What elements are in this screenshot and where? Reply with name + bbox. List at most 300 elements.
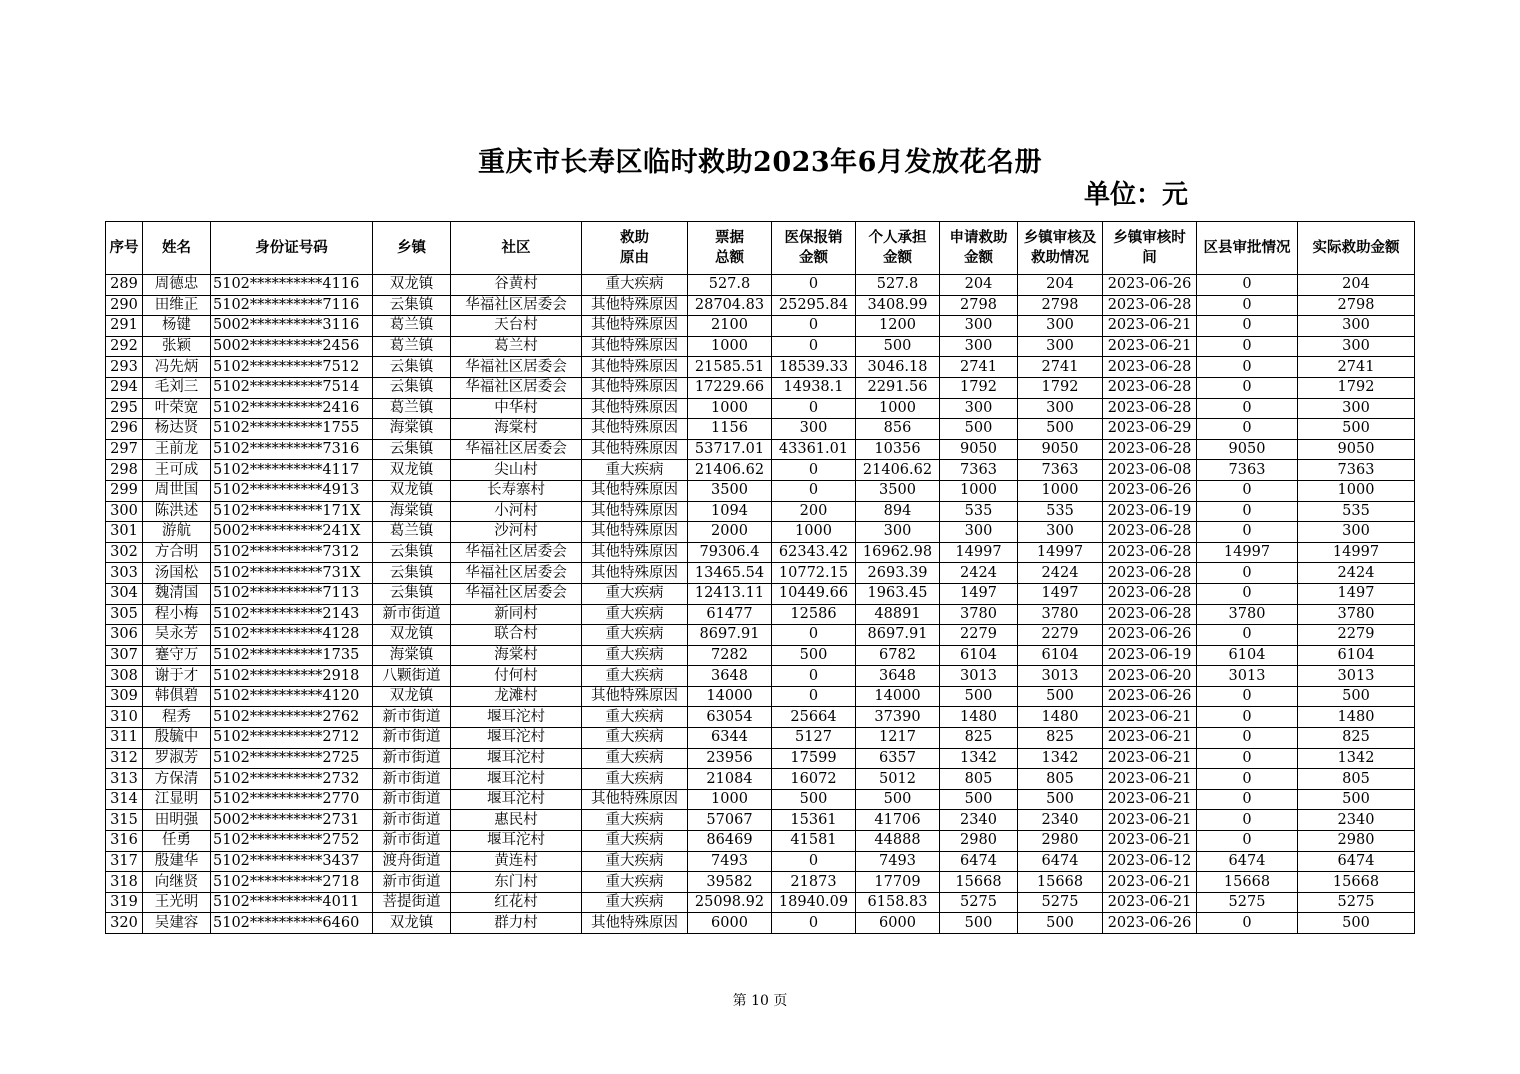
cell-name: 谢于才 [143,666,211,687]
cell-name: 王前龙 [143,439,211,460]
cell-id-number: 5102**********7512 [211,357,373,378]
cell-apply-amount: 204 [940,275,1018,296]
cell-review-date: 2023-06-26 [1103,625,1197,646]
cell-actual-amount: 2980 [1298,831,1415,852]
cell-apply-amount: 7363 [940,460,1018,481]
cell-personal-amount: 21406.62 [856,460,940,481]
cell-personal-amount: 3408.99 [856,295,940,316]
cell-reason: 其他特殊原因 [582,480,688,501]
cell-community: 华福社区居委会 [451,583,582,604]
cell-community: 龙滩村 [451,686,582,707]
cell-name: 方合明 [143,542,211,563]
cell-seq: 307 [106,645,143,666]
cell-personal-amount: 5012 [856,769,940,790]
cell-personal-amount: 6000 [856,913,940,934]
cell-actual-amount: 2424 [1298,563,1415,584]
table-row [106,398,1415,419]
table-row [106,357,1415,378]
cell-community: 惠民村 [451,810,582,831]
cell-actual-amount: 500 [1298,419,1415,440]
cell-bill-total: 1156 [688,419,772,440]
cell-actual-amount: 500 [1298,913,1415,934]
cell-county-approval: 0 [1197,377,1298,398]
cell-review-date: 2023-06-12 [1103,851,1197,872]
table-row [106,439,1415,460]
cell-id-number: 5102**********2752 [211,831,373,852]
cell-reason: 其他特殊原因 [582,501,688,522]
cell-seq: 319 [106,892,143,913]
cell-bill-total: 3500 [688,480,772,501]
cell-review-amount: 500 [1018,913,1103,934]
header-actual: 实际救助金额 [1298,222,1415,275]
cell-seq: 305 [106,604,143,625]
cell-review-amount: 1480 [1018,707,1103,728]
cell-insurance-amount: 12586 [772,604,856,625]
cell-review-amount: 300 [1018,336,1103,357]
cell-bill-total: 53717.01 [688,439,772,460]
cell-county-approval: 0 [1197,316,1298,337]
cell-id-number: 5102**********7312 [211,542,373,563]
cell-review-date: 2023-06-26 [1103,686,1197,707]
cell-review-date: 2023-06-28 [1103,604,1197,625]
cell-review-amount: 6104 [1018,645,1103,666]
cell-reason: 其他特殊原因 [582,295,688,316]
cell-id-number: 5102**********4128 [211,625,373,646]
cell-bill-total: 57067 [688,810,772,831]
cell-review-amount: 1000 [1018,480,1103,501]
cell-reason: 重大疾病 [582,831,688,852]
cell-personal-amount: 6782 [856,645,940,666]
cell-county-approval: 14997 [1197,542,1298,563]
cell-personal-amount: 2291.56 [856,377,940,398]
cell-review-date: 2023-06-28 [1103,295,1197,316]
cell-id-number: 5102**********1755 [211,419,373,440]
cell-reason: 重大疾病 [582,872,688,893]
cell-town: 双龙镇 [373,913,451,934]
cell-personal-amount: 8697.91 [856,625,940,646]
cell-review-date: 2023-06-28 [1103,542,1197,563]
cell-id-number: 5102**********2732 [211,769,373,790]
cell-apply-amount: 3013 [940,666,1018,687]
cell-apply-amount: 1000 [940,480,1018,501]
cell-seq: 299 [106,480,143,501]
cell-town: 新市街道 [373,789,451,810]
cell-reason: 重大疾病 [582,748,688,769]
cell-community: 堰耳沱村 [451,831,582,852]
cell-apply-amount: 300 [940,398,1018,419]
cell-county-approval: 9050 [1197,439,1298,460]
cell-actual-amount: 15668 [1298,872,1415,893]
cell-community: 天台村 [451,316,582,337]
cell-id-number: 5102**********4913 [211,480,373,501]
cell-name: 张颖 [143,336,211,357]
header-review [1018,222,1103,275]
cell-personal-amount: 527.8 [856,275,940,296]
cell-actual-amount: 2340 [1298,810,1415,831]
cell-review-amount: 204 [1018,275,1103,296]
cell-apply-amount: 535 [940,501,1018,522]
cell-apply-amount: 500 [940,789,1018,810]
cell-id-number: 5002**********241X [211,522,373,543]
cell-town: 新市街道 [373,769,451,790]
cell-review-date: 2023-06-28 [1103,377,1197,398]
cell-seq: 316 [106,831,143,852]
cell-id-number: 5102**********7116 [211,295,373,316]
cell-seq: 320 [106,913,143,934]
header-insurance [772,222,856,275]
cell-county-approval: 7363 [1197,460,1298,481]
cell-id-number: 5002**********3116 [211,316,373,337]
cell-county-approval: 6474 [1197,851,1298,872]
cell-community: 尖山村 [451,460,582,481]
cell-insurance-amount: 0 [772,666,856,687]
cell-town: 云集镇 [373,439,451,460]
cell-review-amount: 825 [1018,728,1103,749]
cell-reason: 重大疾病 [582,645,688,666]
header-review-date-line1: 乡镇审核时 [1113,230,1186,246]
header-bill-total [688,222,772,275]
table-row [106,336,1415,357]
cell-reason: 其他特殊原因 [582,913,688,934]
cell-name: 田维正 [143,295,211,316]
cell-id-number: 5102**********4116 [211,275,373,296]
cell-seq: 304 [106,583,143,604]
cell-name: 游航 [143,522,211,543]
cell-town: 葛兰镇 [373,316,451,337]
header-apply [940,222,1018,275]
cell-insurance-amount: 10449.66 [772,583,856,604]
cell-bill-total: 1000 [688,336,772,357]
cell-actual-amount: 300 [1298,522,1415,543]
cell-review-amount: 3013 [1018,666,1103,687]
header-review-line2: 救助情况 [1031,250,1089,266]
cell-county-approval: 3013 [1197,666,1298,687]
cell-actual-amount: 1000 [1298,480,1415,501]
cell-seq: 290 [106,295,143,316]
cell-county-approval: 0 [1197,686,1298,707]
cell-review-date: 2023-06-21 [1103,707,1197,728]
cell-insurance-amount: 15361 [772,810,856,831]
cell-review-amount: 500 [1018,789,1103,810]
cell-bill-total: 8697.91 [688,625,772,646]
cell-id-number: 5102**********2918 [211,666,373,687]
cell-review-amount: 9050 [1018,439,1103,460]
cell-county-approval: 0 [1197,480,1298,501]
cell-seq: 318 [106,872,143,893]
cell-bill-total: 7493 [688,851,772,872]
header-seq: 序号 [106,222,143,275]
cell-actual-amount: 1792 [1298,377,1415,398]
cell-name: 田明强 [143,810,211,831]
cell-county-approval: 0 [1197,522,1298,543]
cell-id-number: 5102**********3437 [211,851,373,872]
cell-personal-amount: 2693.39 [856,563,940,584]
table-row [106,769,1415,790]
cell-name: 殷建华 [143,851,211,872]
cell-insurance-amount: 25295.84 [772,295,856,316]
cell-actual-amount: 300 [1298,316,1415,337]
cell-bill-total: 6000 [688,913,772,934]
cell-name: 罗淑芳 [143,748,211,769]
cell-personal-amount: 37390 [856,707,940,728]
cell-reason: 其他特殊原因 [582,686,688,707]
cell-personal-amount: 6357 [856,748,940,769]
header-county: 区县审批情况 [1197,222,1298,275]
table-row [106,686,1415,707]
cell-personal-amount: 7493 [856,851,940,872]
cell-bill-total: 17229.66 [688,377,772,398]
cell-id-number: 5002**********2456 [211,336,373,357]
cell-id-number: 5102**********7113 [211,583,373,604]
cell-seq: 295 [106,398,143,419]
table-row [106,377,1415,398]
table-row [106,851,1415,872]
cell-county-approval: 0 [1197,295,1298,316]
cell-county-approval: 3780 [1197,604,1298,625]
cell-town: 云集镇 [373,542,451,563]
cell-insurance-amount: 43361.01 [772,439,856,460]
table-row [106,831,1415,852]
cell-id-number: 5102**********4120 [211,686,373,707]
cell-apply-amount: 2279 [940,625,1018,646]
cell-apply-amount: 300 [940,336,1018,357]
cell-reason: 其他特殊原因 [582,439,688,460]
cell-county-approval: 0 [1197,728,1298,749]
cell-community: 长寿寨村 [451,480,582,501]
cell-name: 冯先炳 [143,357,211,378]
cell-seq: 306 [106,625,143,646]
cell-actual-amount: 3780 [1298,604,1415,625]
cell-review-date: 2023-06-28 [1103,439,1197,460]
cell-apply-amount: 825 [940,728,1018,749]
table-row [106,419,1415,440]
table-row [106,810,1415,831]
header-apply-line2: 金额 [964,250,993,266]
cell-seq: 303 [106,563,143,584]
cell-seq: 311 [106,728,143,749]
cell-community: 华福社区居委会 [451,542,582,563]
cell-actual-amount: 300 [1298,336,1415,357]
cell-review-date: 2023-06-21 [1103,769,1197,790]
cell-reason: 重大疾病 [582,810,688,831]
cell-community: 中华村 [451,398,582,419]
cell-town: 新市街道 [373,604,451,625]
cell-community: 谷黄村 [451,275,582,296]
cell-apply-amount: 2340 [940,810,1018,831]
cell-actual-amount: 2279 [1298,625,1415,646]
cell-review-date: 2023-06-26 [1103,913,1197,934]
cell-community: 葛兰村 [451,336,582,357]
cell-review-amount: 15668 [1018,872,1103,893]
cell-id-number: 5102**********2416 [211,398,373,419]
cell-review-amount: 1497 [1018,583,1103,604]
cell-bill-total: 61477 [688,604,772,625]
cell-actual-amount: 3013 [1298,666,1415,687]
cell-insurance-amount: 1000 [772,522,856,543]
cell-bill-total: 13465.54 [688,563,772,584]
cell-county-approval: 5275 [1197,892,1298,913]
cell-community: 沙河村 [451,522,582,543]
cell-insurance-amount: 17599 [772,748,856,769]
header-insurance-line1: 医保报销 [784,230,843,246]
header-bill-line2: 总额 [715,250,744,266]
cell-reason: 重大疾病 [582,728,688,749]
cell-community: 堰耳沱村 [451,769,582,790]
cell-community: 华福社区居委会 [451,357,582,378]
cell-seq: 296 [106,419,143,440]
cell-reason: 其他特殊原因 [582,789,688,810]
cell-review-amount: 805 [1018,769,1103,790]
cell-county-approval: 6104 [1197,645,1298,666]
cell-reason: 重大疾病 [582,892,688,913]
table-row [106,460,1415,481]
cell-community: 群力村 [451,913,582,934]
header-bill-line1: 票据 [715,230,744,246]
cell-community: 华福社区居委会 [451,439,582,460]
cell-community: 堰耳沱村 [451,789,582,810]
cell-personal-amount: 300 [856,522,940,543]
cell-bill-total: 6344 [688,728,772,749]
cell-name: 王光明 [143,892,211,913]
cell-community: 新同村 [451,604,582,625]
cell-apply-amount: 3780 [940,604,1018,625]
cell-community: 红花村 [451,892,582,913]
cell-apply-amount: 300 [940,522,1018,543]
cell-review-amount: 1342 [1018,748,1103,769]
cell-actual-amount: 1497 [1298,583,1415,604]
table-row [106,728,1415,749]
cell-review-amount: 2279 [1018,625,1103,646]
cell-county-approval: 15668 [1197,872,1298,893]
cell-name: 吴建容 [143,913,211,934]
cell-personal-amount: 3648 [856,666,940,687]
cell-id-number: 5102**********6460 [211,913,373,934]
header-personal [856,222,940,275]
cell-id-number: 5102**********731X [211,563,373,584]
cell-apply-amount: 6104 [940,645,1018,666]
cell-town: 新市街道 [373,728,451,749]
cell-id-number: 5102**********2762 [211,707,373,728]
cell-id-number: 5102**********2725 [211,748,373,769]
cell-review-amount: 1792 [1018,377,1103,398]
cell-seq: 308 [106,666,143,687]
cell-apply-amount: 1342 [940,748,1018,769]
cell-review-amount: 14997 [1018,542,1103,563]
cell-town: 菩提街道 [373,892,451,913]
cell-town: 云集镇 [373,583,451,604]
cell-community: 堰耳沱村 [451,748,582,769]
cell-bill-total: 63054 [688,707,772,728]
cell-name: 方保清 [143,769,211,790]
cell-insurance-amount: 500 [772,789,856,810]
cell-seq: 302 [106,542,143,563]
header-reason-line2: 原由 [620,250,649,266]
cell-id-number: 5102**********7316 [211,439,373,460]
header-personal-line2: 金额 [883,250,912,266]
cell-apply-amount: 9050 [940,439,1018,460]
cell-review-date: 2023-06-28 [1103,398,1197,419]
cell-review-date: 2023-06-21 [1103,748,1197,769]
cell-county-approval: 0 [1197,769,1298,790]
cell-reason: 重大疾病 [582,625,688,646]
cell-county-approval: 0 [1197,583,1298,604]
cell-bill-total: 28704.83 [688,295,772,316]
cell-seq: 310 [106,707,143,728]
cell-insurance-amount: 300 [772,419,856,440]
cell-review-date: 2023-06-28 [1103,357,1197,378]
cell-reason: 重大疾病 [582,769,688,790]
cell-seq: 294 [106,377,143,398]
cell-seq: 292 [106,336,143,357]
cell-bill-total: 527.8 [688,275,772,296]
table-row [106,872,1415,893]
header-name: 姓名 [143,222,211,275]
table-row [106,666,1415,687]
table-row [106,789,1415,810]
cell-review-amount: 500 [1018,419,1103,440]
cell-seq: 309 [106,686,143,707]
cell-insurance-amount: 18539.33 [772,357,856,378]
cell-review-date: 2023-06-21 [1103,316,1197,337]
cell-seq: 313 [106,769,143,790]
cell-insurance-amount: 10772.15 [772,563,856,584]
table-row [106,604,1415,625]
cell-reason: 其他特殊原因 [582,398,688,419]
cell-personal-amount: 500 [856,336,940,357]
cell-county-approval: 0 [1197,419,1298,440]
cell-reason: 重大疾病 [582,604,688,625]
cell-id-number: 5002**********2731 [211,810,373,831]
cell-town: 云集镇 [373,563,451,584]
cell-seq: 291 [106,316,143,337]
table-row [106,480,1415,501]
cell-insurance-amount: 200 [772,501,856,522]
cell-reason: 其他特殊原因 [582,542,688,563]
cell-review-date: 2023-06-28 [1103,583,1197,604]
cell-name: 毛刘三 [143,377,211,398]
header-town: 乡镇 [373,222,451,275]
cell-name: 韩俱碧 [143,686,211,707]
cell-community: 黄连村 [451,851,582,872]
cell-apply-amount: 805 [940,769,1018,790]
cell-apply-amount: 2980 [940,831,1018,852]
cell-town: 云集镇 [373,357,451,378]
cell-apply-amount: 14997 [940,542,1018,563]
cell-insurance-amount: 0 [772,851,856,872]
relief-roster-table [105,221,1415,934]
cell-insurance-amount: 500 [772,645,856,666]
cell-personal-amount: 1000 [856,398,940,419]
header-insurance-line2: 金额 [799,250,828,266]
cell-community: 华福社区居委会 [451,295,582,316]
cell-review-amount: 300 [1018,522,1103,543]
cell-insurance-amount: 0 [772,460,856,481]
cell-seq: 312 [106,748,143,769]
cell-county-approval: 0 [1197,275,1298,296]
cell-name: 程秀 [143,707,211,728]
cell-bill-total: 14000 [688,686,772,707]
cell-seq: 317 [106,851,143,872]
unit-label: 单位：元 [1084,180,1189,210]
cell-county-approval: 0 [1197,398,1298,419]
cell-review-amount: 300 [1018,398,1103,419]
cell-id-number: 5102**********1735 [211,645,373,666]
cell-community: 联合村 [451,625,582,646]
cell-id-number: 5102**********2718 [211,872,373,893]
cell-personal-amount: 3046.18 [856,357,940,378]
cell-apply-amount: 1497 [940,583,1018,604]
cell-apply-amount: 2424 [940,563,1018,584]
